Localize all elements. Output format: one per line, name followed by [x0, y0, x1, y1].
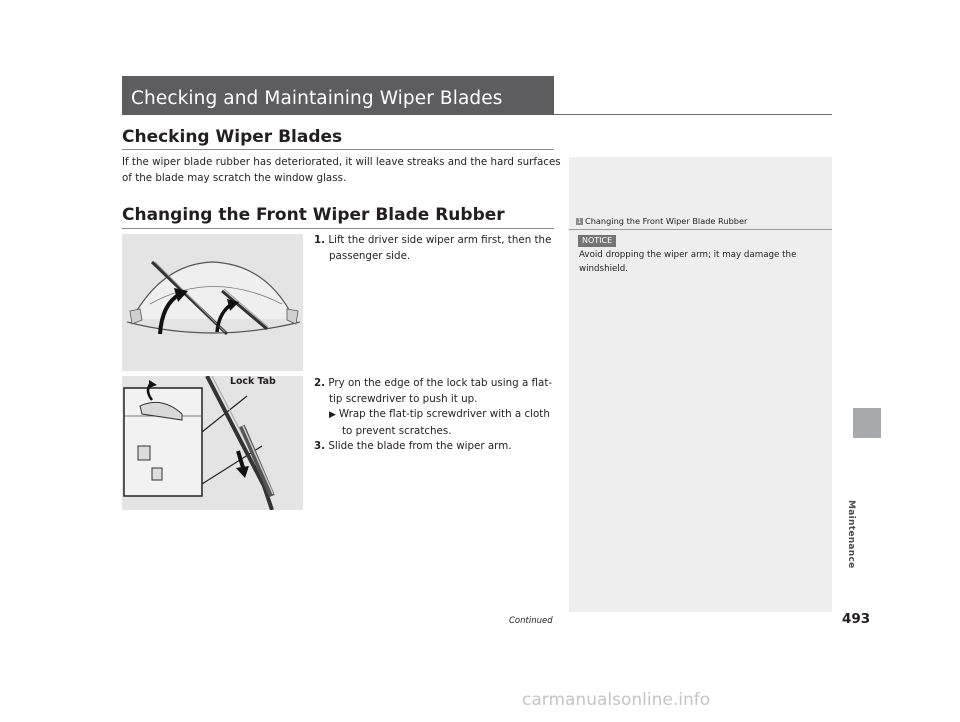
checking-heading-rule [122, 149, 554, 150]
notice-text-line2: windshield. [579, 263, 629, 274]
step-1 [314, 233, 560, 264]
checking-heading: Checking Wiper Blades [122, 127, 343, 147]
checking-body-line2: of the blade may scratch the window glass. [122, 171, 347, 184]
note-heading-text: Changing the Front Wiper Blade Rubber [585, 216, 748, 226]
lock-tab-illustration [122, 376, 303, 510]
step-2-sub [314, 407, 560, 424]
notice-badge: NOTICE [578, 235, 616, 247]
wiper-lift-illustration [122, 234, 303, 371]
section-rule [554, 114, 832, 115]
note-marker-icon: 1 [577, 218, 582, 225]
side-tab-marker [853, 408, 881, 438]
step-2-line2: tip screwdriver to push it up. [329, 392, 478, 405]
notice-text [579, 249, 824, 276]
step-3-line1: Slide the blade from the wiper arm. [328, 440, 512, 452]
step-2 [314, 376, 560, 455]
lock-tab-label: Lock Tab [230, 376, 276, 387]
side-tab-label: Maintenance [846, 500, 856, 569]
note-heading [576, 216, 747, 226]
changing-heading: Changing the Front Wiper Blade Rubber [122, 205, 505, 225]
step-2-line1: Pry on the edge of the lock tab using a flat- [328, 377, 553, 389]
notice-text-line1: Avoid dropping the wiper arm; it may damage the [579, 250, 797, 260]
page-number: 493 [842, 611, 871, 627]
section-title: Checking and Maintaining Wiper Blades [131, 88, 503, 109]
checking-body [122, 155, 562, 186]
checking-body-line1: If the wiper blade rubber has deteriorated, it will leave streaks and the hard surfaces [122, 156, 561, 168]
step-1-line1: Lift the driver side wiper arm first, then the [328, 234, 552, 246]
wiper-lift-drawing [122, 234, 303, 371]
arrow-right-icon: ▶ [329, 410, 336, 420]
changing-heading-rule [122, 228, 554, 229]
note-rule [569, 229, 832, 230]
step-2-sub-line2: to prevent scratches. [342, 424, 452, 437]
step-3-number: 3. [314, 440, 326, 452]
step-2-number: 2. [314, 377, 326, 389]
lock-tab-drawing [122, 376, 303, 510]
step-2-sub-line1: Wrap the flat-tip screwdriver with a cloth [338, 408, 550, 420]
watermark: carmanualsonline.info [522, 690, 711, 710]
continued-label: Continued [509, 616, 553, 626]
step-1-line2: passenger side. [329, 249, 411, 262]
step-1-number: 1. [314, 234, 326, 246]
